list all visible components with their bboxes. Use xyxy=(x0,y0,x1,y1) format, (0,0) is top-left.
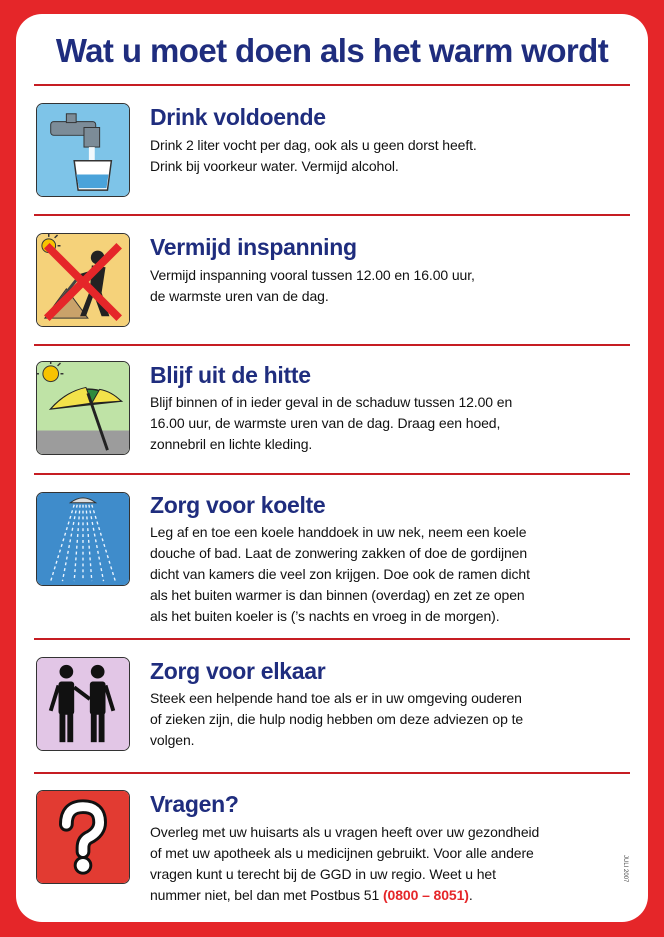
text-line: als het buiten warmer is dan binnen (overdag) en zet ze open xyxy=(150,587,525,603)
text-fragment: . xyxy=(468,887,473,903)
section-heading: Vermijd inspanning xyxy=(150,234,357,260)
water-tap-icon xyxy=(36,103,130,197)
text-line: douche of bad. Laat de zonwering zakken of doe de gordijnen xyxy=(150,545,528,561)
text-line: Steek een helpende hand toe als er in uw omgeving ouderen xyxy=(150,690,522,706)
text-line: Vermijd inspanning vooral tussen 12.00 en 16.00 uur, xyxy=(150,267,475,283)
section-text xyxy=(150,822,630,906)
section-heading: Drink voldoende xyxy=(150,104,326,130)
text-line: of zieken zijn, die hulp nodig hebben om deze adviezen op te xyxy=(150,711,524,727)
text-line xyxy=(150,885,630,906)
text-line: volgen. xyxy=(150,732,195,748)
phone-number: (0800 – 8051) xyxy=(382,887,469,903)
text-line: 16.00 uur, de warmste uren van de dag. Draag een hoed, xyxy=(150,415,501,431)
section-text xyxy=(150,392,630,455)
shower-icon xyxy=(36,492,130,586)
section-heading: Zorg voor elkaar xyxy=(150,658,326,684)
section-text xyxy=(150,135,630,177)
text-line: Overleg met uw huisarts als u vragen heeft over uw gezondheid xyxy=(150,824,540,840)
parasol-icon xyxy=(36,361,130,455)
divider xyxy=(34,84,630,86)
divider xyxy=(34,214,630,216)
text-line: vragen kunt u terecht bij de GGD in uw regio. Weet u het xyxy=(150,866,496,882)
section-heading: Zorg voor koelte xyxy=(150,492,326,518)
text-line: Drink bij voorkeur water. Vermijd alcohol. xyxy=(150,158,399,174)
text-fragment: nummer niet, bel dan met Postbus 51 xyxy=(150,887,383,903)
text-line: zonnebril en lichte kleding. xyxy=(150,436,313,452)
poster-title: Wat u moet doen als het warm wordt xyxy=(55,32,609,69)
text-line: Leg af en toe een koele handdoek in uw nek, neem een koele xyxy=(150,524,527,540)
side-print-code: JULI 2007 xyxy=(622,855,628,883)
divider xyxy=(34,473,630,475)
no-exertion-icon xyxy=(36,233,130,327)
section-heading: Vragen? xyxy=(150,791,239,817)
section-text xyxy=(150,688,630,751)
text-line: dicht van kamers die veel zon krijgen. Doe ook de ramen dicht xyxy=(150,566,530,582)
text-line: of met uw apotheek als u medicijnen gebruikt. Voor alle andere xyxy=(150,845,534,861)
people-helping-icon xyxy=(36,657,130,751)
section-text xyxy=(150,522,630,627)
text-line: de warmste uren van de dag. xyxy=(150,288,329,304)
section-heading: Blijf uit de hitte xyxy=(150,362,311,388)
section-text xyxy=(150,265,630,307)
divider xyxy=(34,344,630,346)
text-line: Drink 2 liter vocht per dag, ook als u geen dorst heeft. xyxy=(150,137,477,153)
divider xyxy=(34,772,630,774)
text-line: Blijf binnen of in ieder geval in de schaduw tussen 12.00 en xyxy=(150,394,513,410)
text-line: als het buiten koeler is (’s nachts en vroeg in de morgen). xyxy=(150,608,500,624)
divider xyxy=(34,638,630,640)
question-mark-icon xyxy=(36,790,130,884)
